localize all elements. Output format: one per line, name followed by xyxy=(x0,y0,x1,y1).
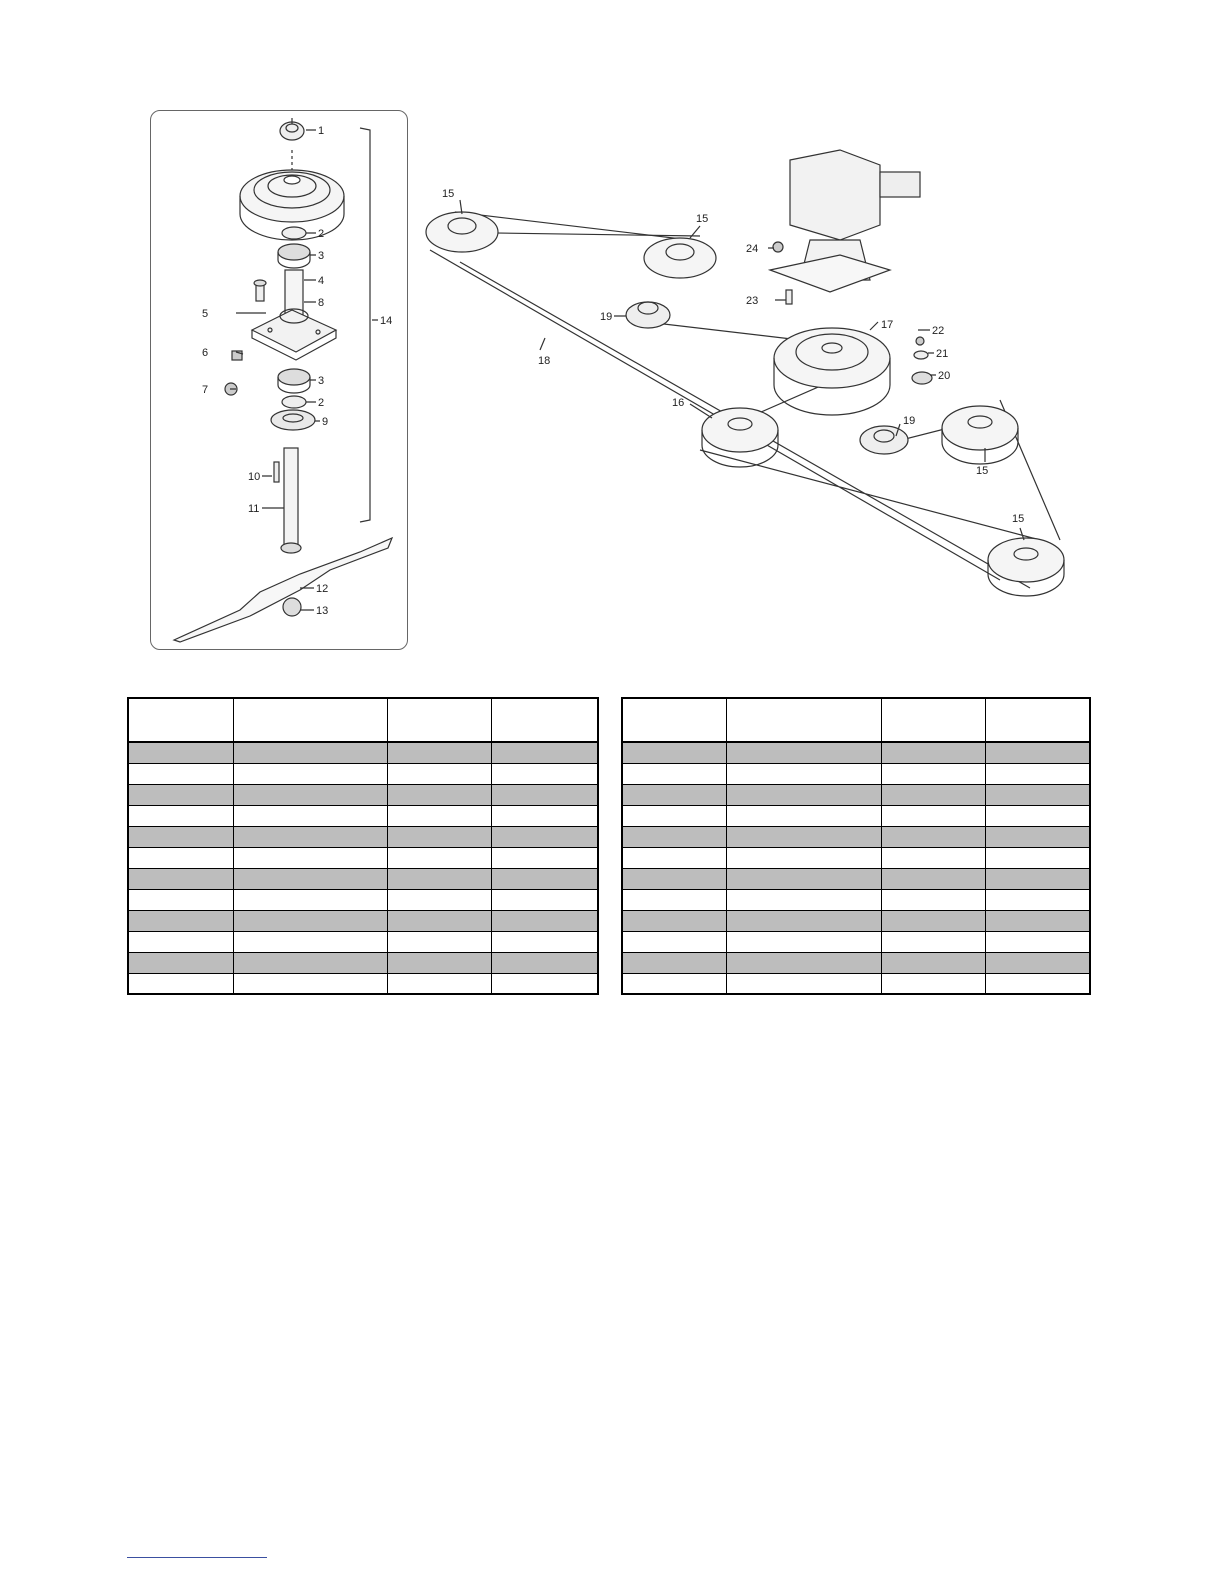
header-cell xyxy=(233,698,387,742)
table-row xyxy=(622,763,1090,784)
pulley-16 xyxy=(702,408,778,467)
table-header-row xyxy=(128,698,598,742)
nut-part xyxy=(280,118,304,140)
callout-20: 20 xyxy=(938,370,951,382)
pulley-15b xyxy=(644,238,716,278)
gearbox xyxy=(770,150,920,292)
callout-5: 5 xyxy=(202,308,209,320)
table-row xyxy=(622,742,1090,763)
table-row xyxy=(128,952,598,973)
table-row xyxy=(128,763,598,784)
callout-15c: 15 xyxy=(976,465,989,477)
callout-9: 9 xyxy=(322,416,329,428)
callout-1: 1 xyxy=(318,125,325,137)
pulley-15a xyxy=(426,212,498,252)
callout-15b: 15 xyxy=(696,213,709,225)
drive-pulley-17 xyxy=(774,328,890,415)
header-cell xyxy=(387,698,491,742)
bearing-part xyxy=(278,244,310,268)
callout-4: 4 xyxy=(318,275,325,287)
callout-14: 14 xyxy=(380,315,393,327)
table-row xyxy=(622,826,1090,847)
callout-15d: 15 xyxy=(1012,513,1025,525)
table-row xyxy=(622,805,1090,826)
table-row xyxy=(128,931,598,952)
mower-blade xyxy=(174,538,392,642)
callout-17: 17 xyxy=(881,319,894,331)
blade-nut xyxy=(283,598,301,616)
callout-8: 8 xyxy=(318,297,325,309)
bolt-23 xyxy=(786,290,792,304)
callout-23: 23 xyxy=(746,295,759,307)
table-row xyxy=(128,910,598,931)
callout-18: 18 xyxy=(538,355,551,367)
callout-19a: 19 xyxy=(600,311,613,323)
callout-10: 10 xyxy=(248,471,261,483)
callout-11: 11 xyxy=(248,503,260,515)
parts-table-left xyxy=(127,697,599,995)
callout-3: 3 xyxy=(318,250,325,262)
callout-16: 16 xyxy=(672,397,685,409)
parts-table-right xyxy=(621,697,1091,995)
table-row xyxy=(128,805,598,826)
table-header-row xyxy=(622,698,1090,742)
table-row xyxy=(128,784,598,805)
parts-diagram xyxy=(0,0,1224,680)
bearing-20 xyxy=(912,372,932,384)
table-row xyxy=(622,952,1090,973)
table-row xyxy=(622,868,1090,889)
bearing-lower xyxy=(278,369,310,393)
spacer-tube xyxy=(285,270,303,315)
key-part xyxy=(274,462,279,482)
header-cell xyxy=(726,698,881,742)
callout-6: 6 xyxy=(202,347,209,359)
header-cell xyxy=(881,698,985,742)
drive-belt xyxy=(428,212,1060,588)
nut-24 xyxy=(773,242,783,252)
footer-link-rule xyxy=(127,1557,267,1558)
pulley-15d xyxy=(988,538,1064,596)
table-row xyxy=(622,910,1090,931)
washer-21 xyxy=(914,351,928,359)
table-row xyxy=(622,889,1090,910)
table-row xyxy=(128,847,598,868)
callout-3b: 3 xyxy=(318,375,325,387)
idler-19b xyxy=(860,426,908,454)
spindle-shaft xyxy=(281,448,301,553)
callout-12: 12 xyxy=(316,583,329,595)
header-cell xyxy=(622,698,726,742)
pulley-15c xyxy=(942,406,1018,464)
header-cell xyxy=(985,698,1090,742)
table-row xyxy=(622,784,1090,805)
header-cell xyxy=(491,698,598,742)
callout-22: 22 xyxy=(932,325,945,337)
callout-13: 13 xyxy=(316,605,329,617)
callout-21: 21 xyxy=(936,348,949,360)
assembly-bracket xyxy=(360,128,370,522)
spindle-housing xyxy=(252,309,336,360)
seal-lower xyxy=(282,396,306,408)
callout-19b: 19 xyxy=(903,415,916,427)
callout-7: 7 xyxy=(202,384,209,396)
cap-22 xyxy=(916,337,924,345)
callout-2b: 2 xyxy=(318,397,325,409)
table-row xyxy=(128,889,598,910)
callout-2: 2 xyxy=(318,228,325,240)
seal-part xyxy=(282,227,306,239)
callout-24: 24 xyxy=(746,243,759,255)
table-row xyxy=(128,973,598,994)
table-row xyxy=(622,931,1090,952)
callout-15a: 15 xyxy=(442,188,455,200)
table-row xyxy=(622,847,1090,868)
dust-cup xyxy=(271,410,315,430)
table-row xyxy=(128,742,598,763)
bolt-part xyxy=(254,280,266,301)
table-row xyxy=(622,973,1090,994)
idler-19a xyxy=(626,302,670,328)
header-cell xyxy=(128,698,233,742)
table-row xyxy=(128,868,598,889)
table-row xyxy=(128,826,598,847)
